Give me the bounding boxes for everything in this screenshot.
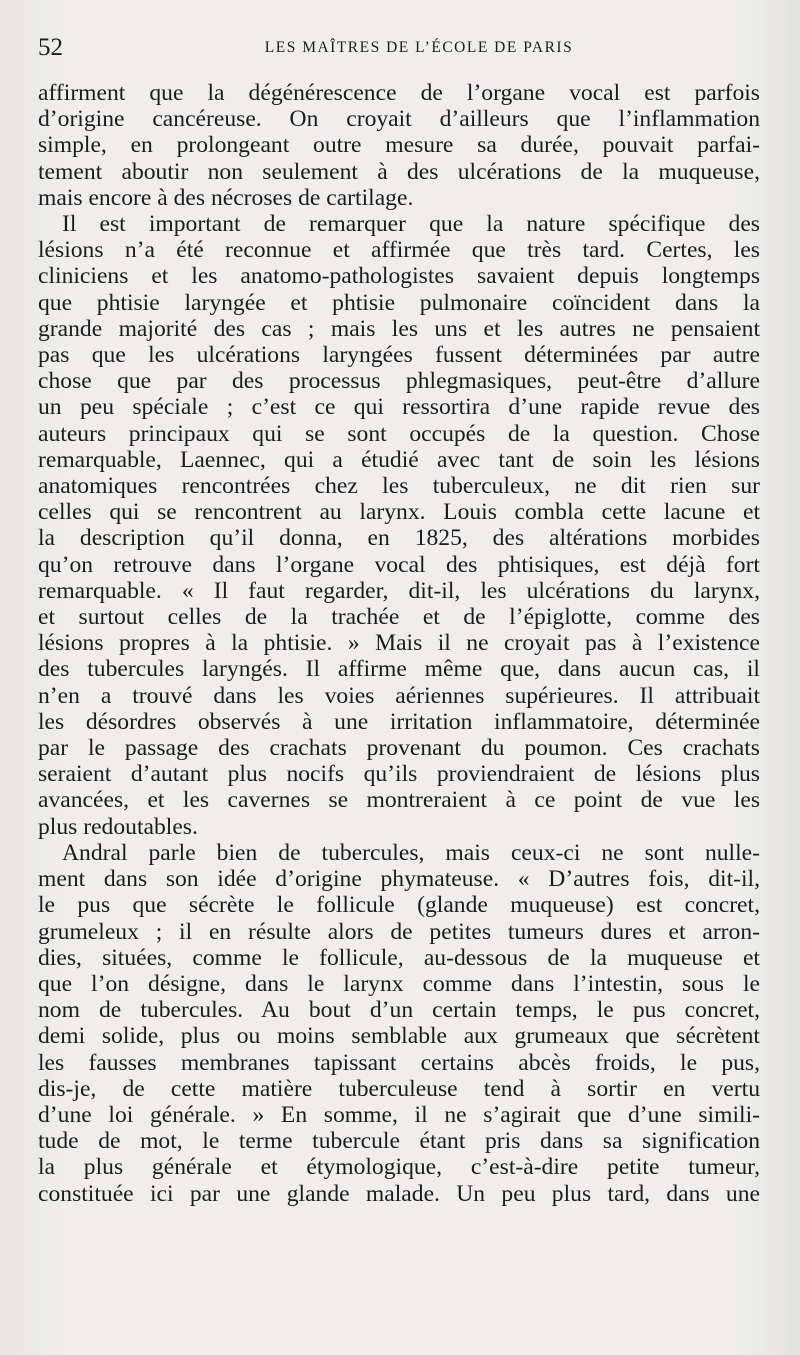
text-line: seraient d’autant plus nocifs qu’ils proviendraient de lésions plus [38, 761, 760, 788]
text-line: demi solide, plus ou moins semblable aux grumeaux que sécrètent [38, 1023, 760, 1050]
text-line: plus redoutables. [38, 813, 198, 840]
text-line: tement aboutir non seulement à des ulcérations de la muqueuse, [38, 158, 760, 185]
page-header [38, 33, 760, 63]
text-line: des tubercules laryngés. Il affirme même que, dans aucun cas, il [38, 656, 760, 683]
text-line: mais encore à des nécroses de cartilage. [38, 184, 414, 211]
text-line: Andral parle bien de tubercules, mais ceux-ci ne sont nulle- [62, 839, 760, 866]
text-line: qu’on retrouve dans l’organe vocal des phtisiques, est déjà fort [38, 551, 760, 578]
page-number: 52 [38, 34, 63, 61]
text-line: les fausses membranes tapissant certains abcès froids, le pus, [38, 1049, 760, 1076]
text-line: celles qui se rencontrent au larynx. Louis combla cette lacune et [38, 499, 760, 526]
text-line: pas que les ulcérations laryngées fussent déterminées par autre [38, 342, 760, 369]
text-line: ment dans son idée d’origine phymateuse. « D’autres fois, dit-il, [38, 866, 760, 893]
text-line: les désordres observés à une irritation inflammatoire, déterminée [38, 708, 760, 735]
text-line: nom de tubercules. Au bout d’un certain temps, le pus concret, [38, 997, 760, 1024]
text-line: tude de mot, le terme tubercule étant pris dans sa signification [38, 1128, 760, 1155]
text-line: n’en a trouvé dans les voies aériennes supérieures. Il attribuait [38, 682, 760, 709]
text-line: constituée ici par une glande malade. Un peu plus tard, dans une [38, 1180, 760, 1207]
text-line: remarquable, Laennec, qui a étudié avec tant de soin les lésions [38, 446, 760, 473]
text-line: la plus générale et étymologique, c’est-à-dire petite tumeur, [38, 1154, 760, 1181]
text-line: d’une loi générale. » En somme, il ne s’agirait que d’une simili- [38, 1101, 760, 1128]
text-line: auteurs principaux qui se sont occupés de la question. Chose [38, 420, 760, 447]
running-title: LES MAÎTRES DE L’ÉCOLE DE PARIS [264, 39, 574, 56]
text-line: simple, en prolongeant outre mesure sa durée, pouvait parfai- [38, 132, 760, 159]
text-line: et surtout celles de la trachée et de l’épiglotte, comme des [38, 604, 760, 631]
text-line: grumeleux ; il en résulte alors de petites tumeurs dures et arron- [38, 918, 760, 945]
text-line: anatomiques rencontrées chez les tuberculeux, ne dit rien sur [38, 473, 760, 500]
text-line: que l’on désigne, dans le larynx comme dans l’intestin, sous le [38, 970, 760, 997]
text-line: affirment que la dégénérescence de l’organe vocal est parfois [38, 80, 760, 106]
text-line: que phtisie laryngée et phtisie pulmonaire coïncident dans la [38, 289, 760, 316]
text-line: lésions propres à la phtisie. » Mais il ne croyait pas à l’existence [38, 630, 760, 657]
text-line: dis-je, de cette matière tuberculeuse tend à sortir en vertu [38, 1075, 760, 1102]
text-line: grande majorité des cas ; mais les uns et les autres ne pensaient [38, 315, 760, 342]
text-line: Il est important de remarquer que la nature spécifique des [62, 211, 760, 238]
text-line: le pus que sécrète le follicule (glande muqueuse) est concret, [38, 892, 760, 919]
text-line: la description qu’il donna, en 1825, des altérations morbides [38, 525, 760, 552]
text-line: avancées, et les cavernes se montreraient à ce point de vue les [38, 787, 760, 814]
text-line: dies, situées, comme le follicule, au-dessous de la muqueuse et [38, 944, 760, 971]
text-line: cliniciens et les anatomo-pathologistes savaient depuis longtemps [38, 263, 760, 290]
text-line: chose que par des processus phlegmasiques, peut-être d’allure [38, 368, 760, 395]
text-line: d’origine cancéreuse. On croyait d’ailleurs que l’inflammation [38, 106, 760, 133]
body-text [38, 80, 760, 1207]
text-line: remarquable. « Il faut regarder, dit-il, les ulcérations du larynx, [38, 577, 760, 604]
text-line: un peu spéciale ; c’est ce qui ressortira d’une rapide revue des [38, 394, 760, 421]
text-line: par le passage des crachats provenant du poumon. Ces crachats [38, 735, 760, 762]
text-line: lésions n’a été reconnue et affirmée que très tard. Certes, les [38, 237, 760, 264]
